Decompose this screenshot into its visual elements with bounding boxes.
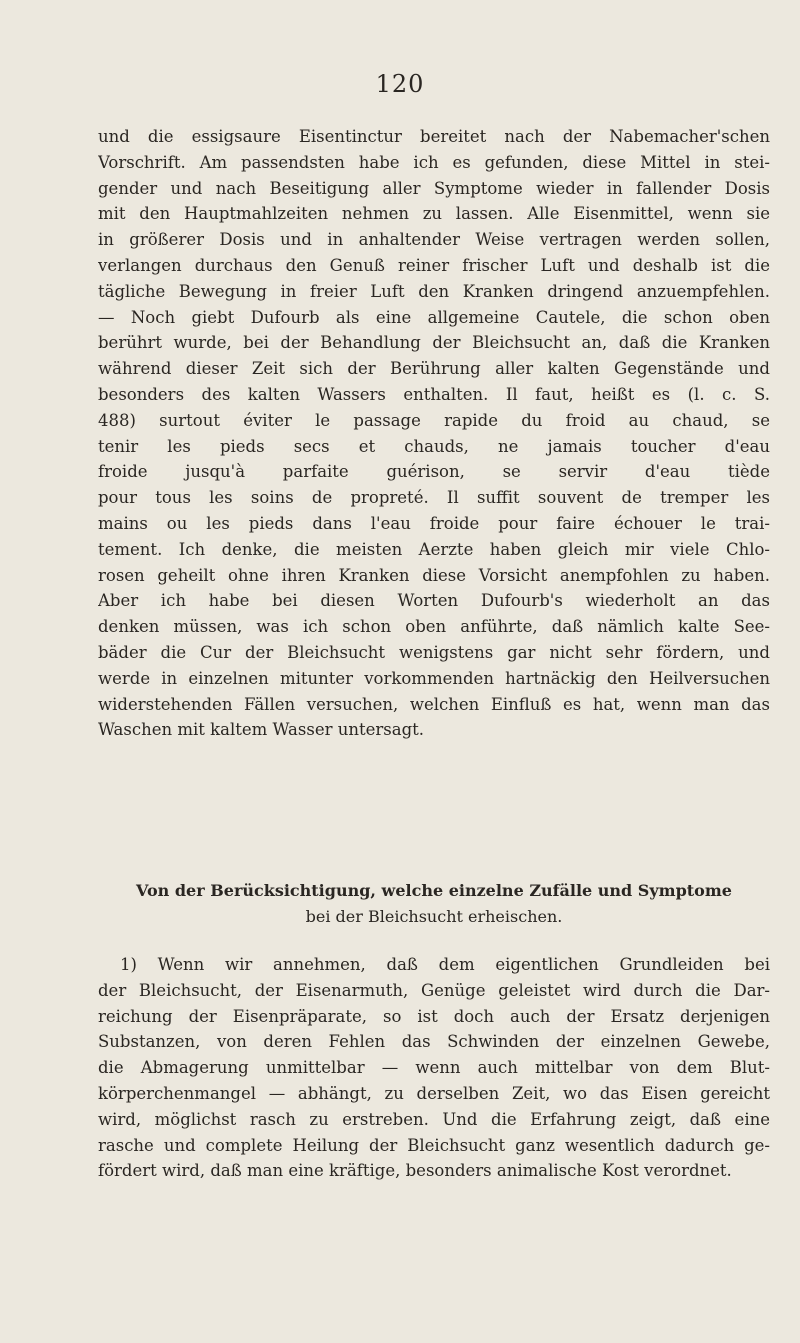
heading-line: Von der Berücksichtigung, welche einzelne Zufälle und Symptome (136, 881, 732, 900)
text-line: besonders des kalten Wassers enthalten. Il faut, heißt es (l. c. S. (98, 384, 770, 404)
section-heading (98, 878, 770, 930)
text-line: widerstehenden Fällen versuchen, welchen Einfluß es hat, wenn man das (98, 694, 770, 714)
paragraph-2 (98, 952, 770, 1184)
text-line: tement. Ich denke, die meisten Aerzte haben gleich mir viele Chlo- (98, 539, 770, 559)
text-line: und die essigsaure Eisentinctur bereitet nach der Nabemacher'schen (98, 127, 770, 146)
text-line: in größerer Dosis und in anhaltender Weise vertragen werden sollen, (98, 230, 770, 250)
text-line: wird, möglichst rasch zu erstreben. Und die Erfahrung zeigt, daß eine (98, 1109, 770, 1129)
text-line: reichung der Eisenpräparate, so ist doch auch der Ersatz derjenigen (98, 1006, 770, 1026)
heading-line: bei der Bleichsucht erheischen. (305, 906, 563, 926)
text-line: gender und nach Beseitigung aller Symptome wieder in fallender Dosis (98, 178, 770, 198)
text-line: Vorschrift. Am passendsten habe ich es gefunden, diese Mittel in stei- (98, 152, 770, 172)
text-line: Aber ich habe bei diesen Worten Dufourb's wiederholt an das (98, 591, 770, 611)
text-line: mains ou les pieds dans l'eau froide pour faire échouer le trai- (98, 513, 770, 533)
text-line: rasche und complete Heilung der Bleichsucht ganz wesentlich dadurch ge- (98, 1135, 770, 1155)
text-line: 1) Wenn wir annehmen, daß dem eigentlichen Grundleiden bei (120, 955, 770, 974)
text-line: fördert wird, daß man eine kräftige, besonders animalische Kost verordnet. (98, 1161, 732, 1181)
text-line: 488) surtout éviter le passage rapide du froid au chaud, se (98, 410, 770, 430)
text-line: werde in einzelnen mitunter vorkommenden hartnäckig den Heilversuchen (98, 668, 770, 688)
paragraph-1 (98, 124, 770, 743)
text-line: pour tous les soins de propreté. Il suffit souvent de tremper les (98, 488, 770, 508)
text-line: Waschen mit kaltem Wasser untersagt. (98, 720, 425, 740)
text-line: tenir les pieds secs et chauds, ne jamais toucher d'eau (98, 436, 770, 456)
text-line: während dieser Zeit sich der Berührung aller kalten Gegenstände und (98, 359, 770, 379)
text-line: berührt wurde, bei der Behandlung der Bleichsucht an, daß die Kranken (98, 333, 770, 353)
text-line: — Noch giebt Dufourb als eine allgemeine Cautele, die schon oben (98, 307, 770, 327)
text-line: mit den Hauptmahlzeiten nehmen zu lassen. Alle Eisenmittel, wenn sie (98, 204, 770, 224)
text-line: die Abmagerung unmittelbar — wenn auch mittelbar von dem Blut- (98, 1058, 770, 1078)
text-line: tägliche Bewegung in freier Luft den Kranken dringend anzuempfehlen. (98, 281, 770, 301)
text-line: froide jusqu'à parfaite guérison, se servir d'eau tiède (98, 462, 770, 482)
text-line: verlangen durchaus den Genuß reiner frischer Luft und deshalb ist die (98, 255, 770, 275)
text-line: denken müssen, was ich schon oben anführte, daß nämlich kalte See- (98, 617, 770, 637)
page-number: 120 (375, 70, 425, 98)
text-line: bäder die Cur der Bleichsucht wenigstens gar nicht sehr fördern, und (98, 642, 770, 662)
text-line: rosen geheilt ohne ihren Kranken diese Vorsicht anempfohlen zu haben. (98, 565, 770, 585)
text-line: Substanzen, von deren Fehlen das Schwinden der einzelnen Gewebe, (98, 1032, 770, 1052)
text-line: körperchenmangel — abhängt, zu derselben Zeit, wo das Eisen gereicht (98, 1083, 770, 1103)
text-line: der Bleichsucht, der Eisenarmuth, Genüge geleistet wird durch die Dar- (98, 980, 770, 1000)
